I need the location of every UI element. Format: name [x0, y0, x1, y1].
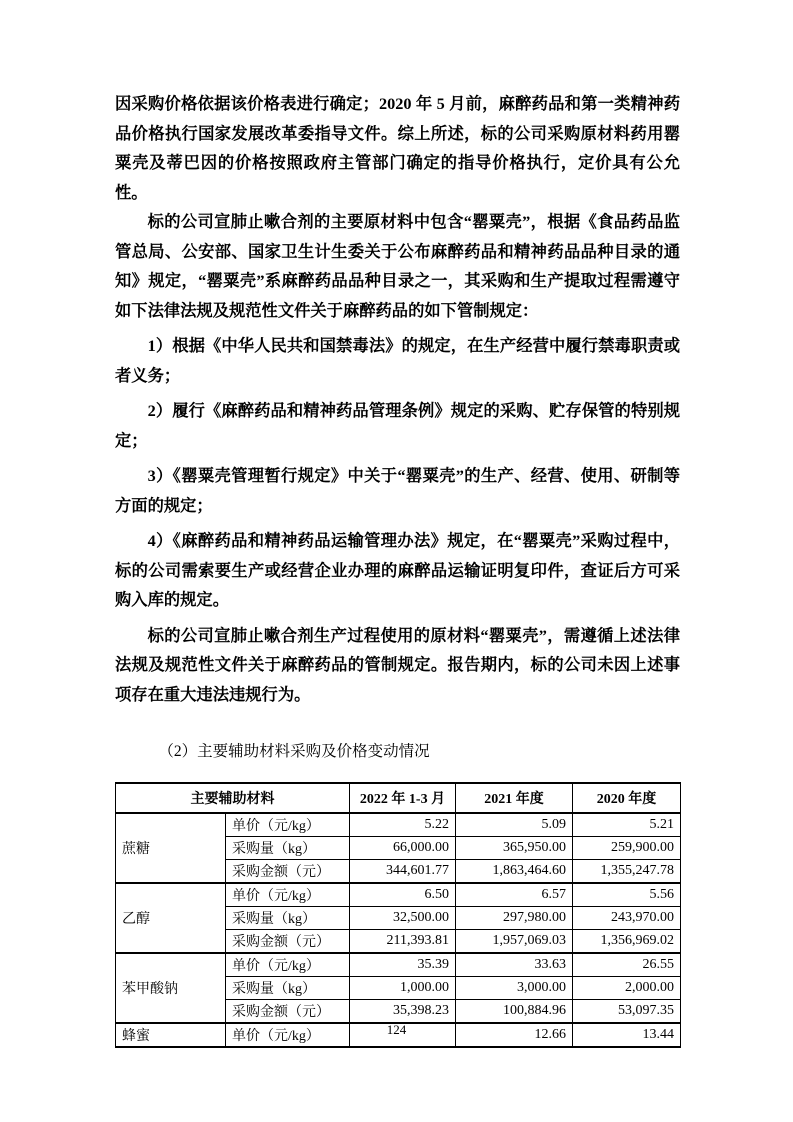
table-row [116, 953, 681, 977]
value-cell: 1,957,069.03 [456, 930, 573, 954]
value-cell: 66,000.00 [350, 837, 456, 860]
value-cell: 1,000.00 [350, 977, 456, 1000]
value-cell: 243,970.00 [573, 907, 681, 930]
section-heading: （2）主要辅助材料采购及价格变动情况 [158, 743, 430, 760]
material-name-cell: 乙醇 [116, 883, 226, 953]
value-cell: 365,950.00 [456, 837, 573, 860]
list-item: 2）履行《麻醉药品和精神药品管理条例》规定的采购、贮存保管的特别规定； [115, 401, 680, 450]
value-cell: 53,097.35 [573, 1000, 681, 1024]
value-cell: 3,000.00 [456, 977, 573, 1000]
value-cell: 12.66 [456, 1023, 573, 1047]
table-row [116, 883, 681, 907]
materials-table-wrap [115, 782, 680, 1048]
metric-label-cell: 采购金额（元） [226, 1000, 350, 1024]
value-cell: 297,980.00 [456, 907, 573, 930]
list-item: 3）《罂粟壳管理暂行规定》中关于“罂粟壳”的生产、经营、使用、研制等方面的规定； [115, 466, 680, 515]
value-cell: 35,398.23 [350, 1000, 456, 1024]
value-cell: 32,500.00 [350, 907, 456, 930]
paragraph: 标的公司宣肺止嗽合剂生产过程使用的原材料“罂粟壳”，需遵循上述法律法规及规范性文件关于麻醉药品的管制规定。报告期内，标的公司未因上述事项存在重大违法违规行为。 [115, 625, 680, 704]
value-cell: 26.55 [573, 953, 681, 977]
metric-label-cell: 采购量（kg） [226, 907, 350, 930]
value-cell: 6.50 [350, 883, 456, 907]
list-item: 1）根据《中华人民共和国禁毒法》的规定，在生产经营中履行禁毒职责或者义务； [115, 336, 680, 385]
value-cell: 6.57 [456, 883, 573, 907]
value-cell: 2,000.00 [573, 977, 681, 1000]
value-cell: 35.39 [350, 953, 456, 977]
metric-label-cell: 单价（元/kg） [226, 813, 350, 837]
value-cell: 1,356,969.02 [573, 930, 681, 954]
material-name-cell: 苯甲酸钠 [116, 953, 226, 1023]
header-period: 2020 年度 [573, 783, 681, 813]
value-cell: 344,601.77 [350, 860, 456, 884]
paragraph: 因采购价格依据该价格表进行确定；2020 年 5 月前，麻醉药品和第一类精神药品价格执行国家发展改革委指导文件。综上所述，标的公司采购原材料药用罂粟壳及蒂巴因的价格按照政府主管部门确定的指导价格执行，定价具有公允性。 [115, 94, 680, 202]
page-number: 124 [386, 1022, 407, 1037]
page-footer [0, 1022, 793, 1038]
value-cell: 13.44 [573, 1023, 681, 1047]
value-cell: 1,863,464.60 [456, 860, 573, 884]
metric-label-cell: 单价（元/kg） [226, 1023, 350, 1047]
value-cell: 211,393.81 [350, 930, 456, 954]
value-cell: 33.63 [456, 953, 573, 977]
page-content [115, 89, 680, 1048]
value-cell: 100,884.96 [456, 1000, 573, 1024]
value-cell: 5.56 [573, 883, 681, 907]
material-name-cell: 蜂蜜 [116, 1023, 226, 1047]
paragraph: 标的公司宣肺止嗽合剂的主要原材料中包含“罂粟壳”，根据《食品药品监管总局、公安部、国家卫生计生委关于公布麻醉药品和精神药品品种目录的通知》规定，“罂粟壳”系麻醉药品品种目录之一，其采购和生产提取过程需遵守如下法律法规及规范性文件关于麻醉药品的如下管制规定： [115, 212, 680, 320]
metric-label-cell: 采购金额（元） [226, 860, 350, 884]
header-materials: 主要辅助材料 [116, 783, 350, 813]
value-cell: 5.21 [573, 813, 681, 837]
header-period: 2021 年度 [456, 783, 573, 813]
material-name-cell: 蔗糖 [116, 813, 226, 883]
body-text [115, 89, 680, 765]
metric-label-cell: 单价（元/kg） [226, 953, 350, 977]
metric-label-cell: 采购金额（元） [226, 930, 350, 954]
value-cell: 5.09 [456, 813, 573, 837]
value-cell: 5.22 [350, 813, 456, 837]
value-cell: 259,900.00 [573, 837, 681, 860]
header-period: 2022 年 1-3 月 [350, 783, 456, 813]
table-row [116, 813, 681, 837]
value-cell: 1,355,247.78 [573, 860, 681, 884]
metric-label-cell: 采购量（kg） [226, 837, 350, 860]
materials-table [115, 782, 681, 1048]
list-item: 4）《麻醉药品和精神药品运输管理办法》规定，在“罂粟壳”采购过程中，标的公司需索要生产或经营企业办理的麻醉品运输证明复印件，查证后方可采购入库的规定。 [115, 531, 680, 609]
metric-label-cell: 采购量（kg） [226, 977, 350, 1000]
metric-label-cell: 单价（元/kg） [226, 883, 350, 907]
table-header-row [116, 783, 681, 813]
